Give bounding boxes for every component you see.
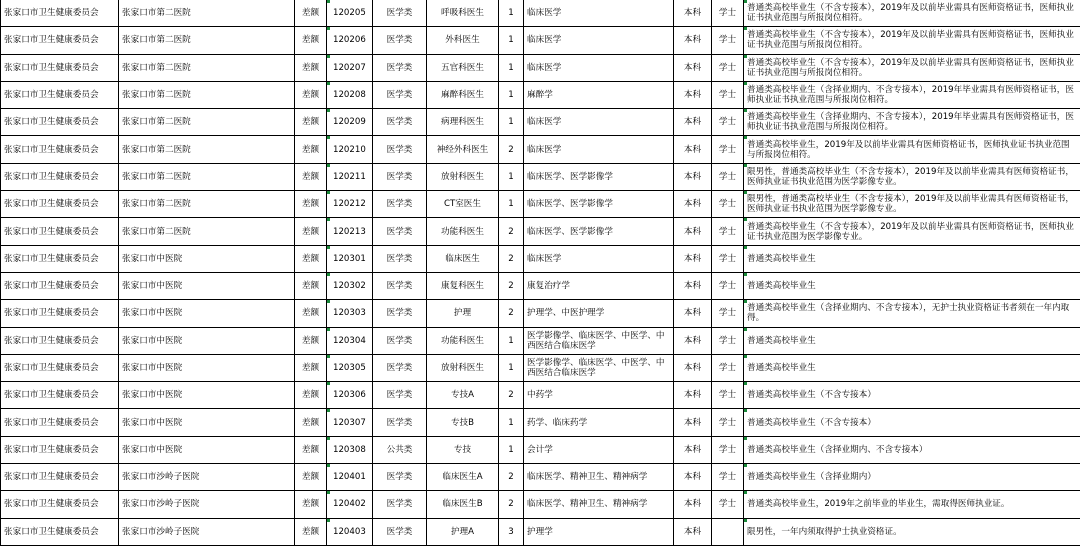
major-cell: 临床医学、医学影像学 — [524, 218, 674, 245]
major-cell: 药学、临床药学 — [524, 409, 674, 436]
unit-cell: 张家口市第二医院 — [119, 27, 295, 54]
table-row — [1, 464, 1080, 491]
headcount-cell: 2 — [499, 218, 524, 245]
major-cell: 临床医学、精神卫生、精神病学 — [524, 491, 674, 518]
unit-cell: 张家口市第二医院 — [119, 218, 295, 245]
headcount-cell: 2 — [499, 491, 524, 518]
unit-cell: 张家口市第二医院 — [119, 191, 295, 218]
position-cell: 专技 — [427, 436, 499, 463]
position-cell: 麻醉科医生 — [427, 81, 499, 108]
major-cell: 护理学、中医护理学 — [524, 300, 674, 327]
table-row — [1, 409, 1080, 436]
category-cell: 医学类 — [373, 109, 427, 136]
education-cell: 本科 — [674, 491, 712, 518]
requirements-cell: 普通类高校毕业生（含择业期内、不含专接本） — [744, 436, 1080, 463]
table-row — [1, 327, 1080, 354]
funding-type-cell: 差额 — [295, 382, 327, 409]
major-cell: 医学影像学、临床医学、中医学、中西医结合临床医学 — [524, 327, 674, 354]
degree-cell: 学士 — [712, 272, 744, 299]
education-cell: 本科 — [674, 191, 712, 218]
headcount-cell: 2 — [499, 300, 524, 327]
headcount-cell: 1 — [499, 354, 524, 381]
position-cell: 专技B — [427, 409, 499, 436]
funding-type-cell: 差额 — [295, 436, 327, 463]
category-cell: 医学类 — [373, 54, 427, 81]
education-cell: 本科 — [674, 382, 712, 409]
category-cell: 医学类 — [373, 81, 427, 108]
funding-type-cell: 差额 — [295, 81, 327, 108]
major-cell: 会计学 — [524, 436, 674, 463]
position-cell: 临床医生 — [427, 245, 499, 272]
funding-type-cell: 差额 — [295, 0, 327, 27]
category-cell: 医学类 — [373, 163, 427, 190]
dept-cell: 张家口市卫生健康委员会 — [1, 518, 119, 545]
position-code-cell: 120402 — [327, 491, 373, 518]
requirements-cell: 普通类高校毕业生 — [744, 272, 1080, 299]
funding-type-cell: 差额 — [295, 245, 327, 272]
requirements-cell: 普通类高校毕业生（含择业期内、不含专接本），无护士执业资格证书者须在一年内取得。 — [744, 300, 1080, 327]
headcount-cell: 1 — [499, 163, 524, 190]
unit-cell: 张家口市沙岭子医院 — [119, 518, 295, 545]
degree-cell: 学士 — [712, 109, 744, 136]
position-cell: 病理科医生 — [427, 109, 499, 136]
position-code-cell: 120209 — [327, 109, 373, 136]
position-cell: 临床医生B — [427, 491, 499, 518]
category-cell: 医学类 — [373, 409, 427, 436]
position-code-cell: 120306 — [327, 382, 373, 409]
category-cell: 公共类 — [373, 436, 427, 463]
education-cell: 本科 — [674, 27, 712, 54]
requirements-cell: 普通类高校毕业生（含择业期内、不含专接本），2019年毕业需具有医师资格证书，医师执业证书执业范围与所报岗位相符。 — [744, 81, 1080, 108]
funding-type-cell: 差额 — [295, 109, 327, 136]
position-cell: 护理A — [427, 518, 499, 545]
position-code-cell: 120213 — [327, 218, 373, 245]
degree-cell: 学士 — [712, 163, 744, 190]
major-cell: 麻醉学 — [524, 81, 674, 108]
degree-cell: 学士 — [712, 382, 744, 409]
degree-cell: 学士 — [712, 327, 744, 354]
degree-cell: 学士 — [712, 191, 744, 218]
dept-cell: 张家口市卫生健康委员会 — [1, 54, 119, 81]
unit-cell: 张家口市中医院 — [119, 327, 295, 354]
table-body — [1, 0, 1080, 545]
position-cell: 功能科医生 — [427, 327, 499, 354]
position-code-cell: 120208 — [327, 81, 373, 108]
position-code-cell: 120303 — [327, 300, 373, 327]
table-row — [1, 81, 1080, 108]
degree-cell: 学士 — [712, 54, 744, 81]
unit-cell: 张家口市中医院 — [119, 272, 295, 299]
education-cell: 本科 — [674, 436, 712, 463]
category-cell: 医学类 — [373, 327, 427, 354]
unit-cell: 张家口市中医院 — [119, 354, 295, 381]
unit-cell: 张家口市第二医院 — [119, 163, 295, 190]
requirements-cell: 限男性，一年内须取得护士执业资格证。 — [744, 518, 1080, 545]
funding-type-cell: 差额 — [295, 163, 327, 190]
degree-cell: 学士 — [712, 27, 744, 54]
table-row — [1, 0, 1080, 27]
funding-type-cell: 差额 — [295, 464, 327, 491]
unit-cell: 张家口市中医院 — [119, 409, 295, 436]
major-cell: 康复治疗学 — [524, 272, 674, 299]
table-row — [1, 27, 1080, 54]
position-cell: 康复科医生 — [427, 272, 499, 299]
category-cell: 医学类 — [373, 245, 427, 272]
unit-cell: 张家口市沙岭子医院 — [119, 491, 295, 518]
position-code-cell: 120205 — [327, 0, 373, 27]
dept-cell: 张家口市卫生健康委员会 — [1, 0, 119, 27]
position-cell: 呼吸科医生 — [427, 0, 499, 27]
table-row — [1, 491, 1080, 518]
table-row — [1, 136, 1080, 163]
unit-cell: 张家口市中医院 — [119, 300, 295, 327]
headcount-cell: 1 — [499, 81, 524, 108]
position-code-cell: 120307 — [327, 409, 373, 436]
table-row — [1, 218, 1080, 245]
table-row — [1, 191, 1080, 218]
requirements-cell: 普通类高校毕业生（含择业期内） — [744, 464, 1080, 491]
requirements-cell: 普通类高校毕业生（不含专接本），2019年及以前毕业需具有医师资格证书，医师执业证书执业范围与所报岗位相符。 — [744, 54, 1080, 81]
unit-cell: 张家口市第二医院 — [119, 81, 295, 108]
position-cell: 护理 — [427, 300, 499, 327]
category-cell: 医学类 — [373, 354, 427, 381]
funding-type-cell: 差额 — [295, 300, 327, 327]
major-cell: 临床医学 — [524, 109, 674, 136]
requirements-cell: 普通类高校毕业生（含择业期内、不含专接本），2019年毕业需具有医师资格证书，医师执业证书执业范围与所报岗位相符。 — [744, 109, 1080, 136]
degree-cell: 学士 — [712, 409, 744, 436]
table-row — [1, 272, 1080, 299]
education-cell: 本科 — [674, 163, 712, 190]
major-cell: 临床医学 — [524, 54, 674, 81]
unit-cell: 张家口市沙岭子医院 — [119, 464, 295, 491]
degree-cell: 学士 — [712, 0, 744, 27]
table-row — [1, 436, 1080, 463]
position-code-cell: 120301 — [327, 245, 373, 272]
position-cell: 临床医生A — [427, 464, 499, 491]
dept-cell: 张家口市卫生健康委员会 — [1, 491, 119, 518]
major-cell: 中药学 — [524, 382, 674, 409]
unit-cell: 张家口市中医院 — [119, 245, 295, 272]
table-row — [1, 354, 1080, 381]
requirements-cell: 普通类高校毕业生，2019年之前毕业的毕业生，需取得医师执业证。 — [744, 491, 1080, 518]
dept-cell: 张家口市卫生健康委员会 — [1, 382, 119, 409]
category-cell: 医学类 — [373, 136, 427, 163]
education-cell: 本科 — [674, 409, 712, 436]
headcount-cell: 2 — [499, 464, 524, 491]
funding-type-cell: 差额 — [295, 136, 327, 163]
unit-cell: 张家口市第二医院 — [119, 54, 295, 81]
dept-cell: 张家口市卫生健康委员会 — [1, 81, 119, 108]
category-cell: 医学类 — [373, 0, 427, 27]
education-cell: 本科 — [674, 136, 712, 163]
requirements-cell: 普通类高校毕业生 — [744, 354, 1080, 381]
requirements-cell: 限男性，普通类高校毕业生（不含专接本），2019年及以前毕业需具有医师资格证书，医师执业证书执业范围为医学影像专业。 — [744, 191, 1080, 218]
requirements-cell: 普通类高校毕业生，2019年及以前毕业需具有医师资格证书，医师执业证书执业范围与所报岗位相符。 — [744, 136, 1080, 163]
education-cell: 本科 — [674, 354, 712, 381]
requirements-cell: 普通类高校毕业生（不含专接本），2019年及以前毕业需具有医师资格证书，医师执业证书执业范围与所报岗位相符。 — [744, 0, 1080, 27]
dept-cell: 张家口市卫生健康委员会 — [1, 327, 119, 354]
position-cell: 功能科医生 — [427, 218, 499, 245]
major-cell: 临床医学、医学影像学 — [524, 191, 674, 218]
position-cell: 五官科医生 — [427, 54, 499, 81]
funding-type-cell: 差额 — [295, 218, 327, 245]
dept-cell: 张家口市卫生健康委员会 — [1, 191, 119, 218]
education-cell: 本科 — [674, 218, 712, 245]
unit-cell: 张家口市中医院 — [119, 382, 295, 409]
category-cell: 医学类 — [373, 382, 427, 409]
table-row — [1, 300, 1080, 327]
dept-cell: 张家口市卫生健康委员会 — [1, 272, 119, 299]
education-cell: 本科 — [674, 54, 712, 81]
education-cell: 本科 — [674, 327, 712, 354]
position-cell: 外科医生 — [427, 27, 499, 54]
unit-cell: 张家口市中医院 — [119, 436, 295, 463]
funding-type-cell: 差额 — [295, 191, 327, 218]
category-cell: 医学类 — [373, 272, 427, 299]
position-code-cell: 120403 — [327, 518, 373, 545]
position-cell: 专技A — [427, 382, 499, 409]
degree-cell: 学士 — [712, 491, 744, 518]
degree-cell: 学士 — [712, 136, 744, 163]
dept-cell: 张家口市卫生健康委员会 — [1, 109, 119, 136]
degree-cell: 学士 — [712, 354, 744, 381]
category-cell: 医学类 — [373, 218, 427, 245]
category-cell: 医学类 — [373, 27, 427, 54]
headcount-cell: 2 — [499, 245, 524, 272]
category-cell: 医学类 — [373, 518, 427, 545]
headcount-cell: 2 — [499, 272, 524, 299]
position-code-cell: 120304 — [327, 327, 373, 354]
education-cell: 本科 — [674, 81, 712, 108]
funding-type-cell: 差额 — [295, 327, 327, 354]
major-cell: 临床医学、精神卫生、精神病学 — [524, 464, 674, 491]
funding-type-cell: 差额 — [295, 518, 327, 545]
dept-cell: 张家口市卫生健康委员会 — [1, 163, 119, 190]
education-cell: 本科 — [674, 300, 712, 327]
position-cell: CT室医生 — [427, 191, 499, 218]
position-code-cell: 120207 — [327, 54, 373, 81]
table-row — [1, 54, 1080, 81]
education-cell: 本科 — [674, 245, 712, 272]
education-cell: 本科 — [674, 518, 712, 545]
headcount-cell: 1 — [499, 0, 524, 27]
position-cell: 神经外科医生 — [427, 136, 499, 163]
unit-cell: 张家口市第二医院 — [119, 109, 295, 136]
dept-cell: 张家口市卫生健康委员会 — [1, 245, 119, 272]
category-cell: 医学类 — [373, 491, 427, 518]
major-cell: 临床医学 — [524, 136, 674, 163]
position-code-cell: 120211 — [327, 163, 373, 190]
degree-cell: 学士 — [712, 218, 744, 245]
major-cell: 临床医学 — [524, 245, 674, 272]
major-cell: 医学影像学、临床医学、中医学、中西医结合临床医学 — [524, 354, 674, 381]
degree-cell: 学士 — [712, 464, 744, 491]
headcount-cell: 1 — [499, 109, 524, 136]
requirements-cell: 普通类高校毕业生（不含专接本） — [744, 409, 1080, 436]
category-cell: 医学类 — [373, 464, 427, 491]
unit-cell: 张家口市第二医院 — [119, 0, 295, 27]
headcount-cell: 2 — [499, 136, 524, 163]
dept-cell: 张家口市卫生健康委员会 — [1, 464, 119, 491]
degree-cell: 学士 — [712, 81, 744, 108]
requirements-cell: 普通类高校毕业生 — [744, 327, 1080, 354]
category-cell: 医学类 — [373, 191, 427, 218]
position-code-cell: 120308 — [327, 436, 373, 463]
dept-cell: 张家口市卫生健康委员会 — [1, 136, 119, 163]
funding-type-cell: 差额 — [295, 27, 327, 54]
funding-type-cell: 差额 — [295, 491, 327, 518]
degree-cell: 学士 — [712, 436, 744, 463]
funding-type-cell: 差额 — [295, 272, 327, 299]
unit-cell: 张家口市第二医院 — [119, 136, 295, 163]
position-cell: 放射科医生 — [427, 163, 499, 190]
position-code-cell: 120305 — [327, 354, 373, 381]
dept-cell: 张家口市卫生健康委员会 — [1, 300, 119, 327]
major-cell: 临床医学 — [524, 0, 674, 27]
table-row — [1, 518, 1080, 545]
headcount-cell: 3 — [499, 518, 524, 545]
position-code-cell: 120206 — [327, 27, 373, 54]
dept-cell: 张家口市卫生健康委员会 — [1, 436, 119, 463]
requirements-cell: 普通类高校毕业生 — [744, 245, 1080, 272]
headcount-cell: 1 — [499, 436, 524, 463]
requirements-cell: 限男性，普通类高校毕业生（不含专接本），2019年及以前毕业需具有医师资格证书，医师执业证书执业范围为医学影像专业。 — [744, 163, 1080, 190]
headcount-cell: 1 — [499, 191, 524, 218]
table-row — [1, 245, 1080, 272]
major-cell: 临床医学、医学影像学 — [524, 163, 674, 190]
funding-type-cell: 差额 — [295, 409, 327, 436]
position-code-cell: 120210 — [327, 136, 373, 163]
major-cell: 临床医学 — [524, 27, 674, 54]
requirements-cell: 普通类高校毕业生（不含专接本） — [744, 382, 1080, 409]
education-cell: 本科 — [674, 464, 712, 491]
table-row — [1, 109, 1080, 136]
dept-cell: 张家口市卫生健康委员会 — [1, 409, 119, 436]
headcount-cell: 2 — [499, 382, 524, 409]
dept-cell: 张家口市卫生健康委员会 — [1, 354, 119, 381]
position-code-cell: 120401 — [327, 464, 373, 491]
position-cell: 放射科医生 — [427, 354, 499, 381]
degree-cell: 学士 — [712, 245, 744, 272]
requirements-cell: 普通类高校毕业生（不含专接本），2019年及以前毕业需具有医师资格证书，医师执业证书执业范围与所报岗位相符。 — [744, 27, 1080, 54]
table-row — [1, 163, 1080, 190]
major-cell: 护理学 — [524, 518, 674, 545]
table-row — [1, 382, 1080, 409]
dept-cell: 张家口市卫生健康委员会 — [1, 218, 119, 245]
degree-cell: 学士 — [712, 300, 744, 327]
category-cell: 医学类 — [373, 300, 427, 327]
funding-type-cell: 差额 — [295, 54, 327, 81]
headcount-cell: 1 — [499, 54, 524, 81]
funding-type-cell: 差额 — [295, 354, 327, 381]
headcount-cell: 1 — [499, 409, 524, 436]
position-code-cell: 120212 — [327, 191, 373, 218]
education-cell: 本科 — [674, 0, 712, 27]
position-code-cell: 120302 — [327, 272, 373, 299]
dept-cell: 张家口市卫生健康委员会 — [1, 27, 119, 54]
degree-cell — [712, 518, 744, 545]
requirements-cell: 普通类高校毕业生（不含专接本），2019年及以前毕业需具有医师资格证书，医师执业证书执业范围为医学影像专业。 — [744, 218, 1080, 245]
headcount-cell: 1 — [499, 327, 524, 354]
headcount-cell: 1 — [499, 27, 524, 54]
education-cell: 本科 — [674, 272, 712, 299]
education-cell: 本科 — [674, 109, 712, 136]
